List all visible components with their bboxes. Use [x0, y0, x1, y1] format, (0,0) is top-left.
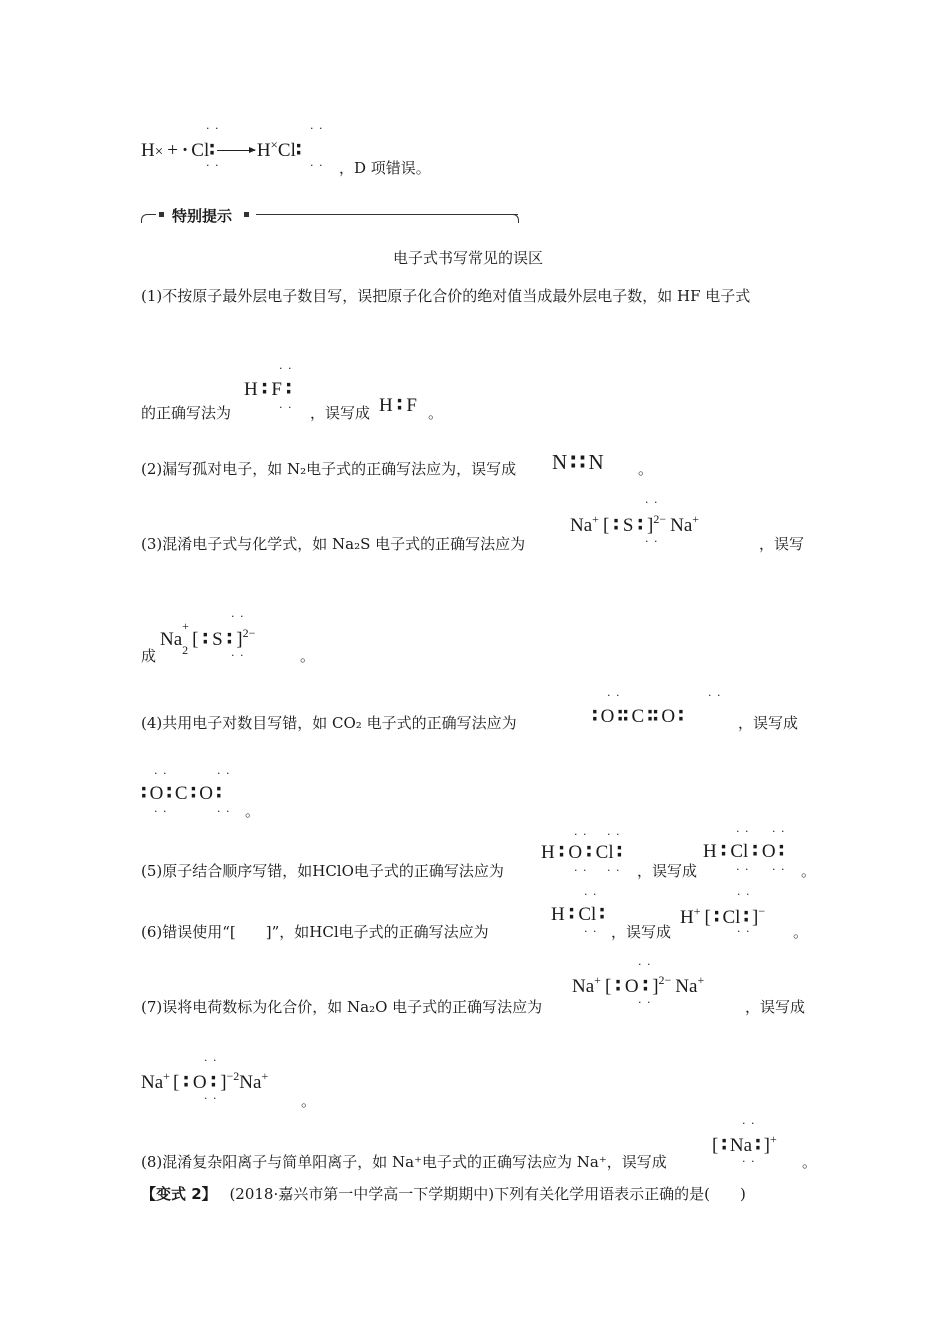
na2o-dots-bottom: · · — [638, 996, 652, 1009]
tip-title: 特别提示 — [172, 207, 233, 225]
hf-dots-bottom: · · — [279, 401, 293, 414]
item-2-end: 。 — [638, 460, 654, 478]
dots-hcl-bottom: · · — [310, 159, 324, 172]
hcl-wrong-dots-bottom: · · — [737, 925, 751, 938]
na2o-wrong-dots-top: · · — [204, 1054, 218, 1067]
co2-dots-top-right: · · — [708, 689, 722, 702]
item-7-end: 。 — [301, 1092, 317, 1110]
tip-dash — [148, 214, 156, 215]
hclo-wrong-dots-bot-o: · · — [772, 863, 786, 876]
hclo-wrong: H ∶ Cl ∶ O ∶ — [703, 840, 785, 862]
variant-text: (2018·嘉兴市第一中学高一下学期期中)下列有关化学用语表示正确的是( ) — [229, 1185, 746, 1203]
hcl-wrong-dots-top: · · — [737, 888, 751, 901]
na-ion-wrong: [ ∶ Na ∶ ]+ — [712, 1132, 777, 1156]
hclo-correct: H ∶ O ∶ Cl ∶ — [541, 841, 623, 863]
na-ion-dots-bottom: · · — [742, 1155, 756, 1168]
hcl-correct: H ∶ Cl ∶ — [551, 903, 605, 925]
co2-wrong-dots-tr: · · — [217, 767, 231, 780]
na2s-dots-top: · · — [645, 496, 659, 509]
item-6-pre: (6)错误使用“[ ]”，如HCl电子式的正确写法应为 — [141, 923, 489, 941]
hclo-dots-bot-o: · · — [574, 864, 588, 877]
hf-wrong: H ∶ F — [379, 394, 417, 416]
hclo-dots-top-cl: · · — [607, 828, 621, 841]
d-option-wrong: ，D 项错误。 — [339, 159, 431, 177]
hclo-wrong-dots-top-o: · · — [772, 825, 786, 838]
item-5-mid: ，误写成 — [637, 862, 698, 880]
na2o-dots-top: · · — [638, 958, 652, 971]
tip-frame-right — [511, 214, 519, 223]
hclo-dots-top-o: · · — [574, 828, 588, 841]
hcl-wrong: H+ [ ∶ Cl ∶ ]− — [680, 904, 766, 928]
dots-hcl-top: · · — [310, 122, 324, 135]
hcl-dots-bottom: · · — [584, 925, 598, 938]
hclo-wrong-dots-top-cl: · · — [736, 825, 750, 838]
na2o-wrong: Na+ [ ∶ O ∶ ]$^{-2}$Na+ — [141, 1069, 269, 1093]
item-4-end: 。 — [245, 802, 261, 820]
item-2-pre: (2)漏写孤对电子，如 N₂电子式的正确写法应为，误写成 — [141, 460, 517, 478]
hf-dots-top: · · — [279, 362, 293, 375]
variant-2 — [141, 1183, 746, 1204]
item-1-line1: (1)不按原子最外层电子数目写，误把原子化合价的绝对值当成最外层电子数，如 HF 电子式 — [141, 287, 751, 305]
item-3-end: 。 — [300, 647, 316, 665]
na2o-wrong-dots-bottom: · · — [204, 1092, 218, 1105]
tip-rule — [256, 214, 518, 215]
hcl-dots-top: · · — [584, 888, 598, 901]
item-3-mid: ，误写 — [759, 535, 805, 553]
hf-correct: H ∶ F ∶ — [244, 378, 292, 400]
item-5-pre: (5)原子结合顺序写错，如HClO电子式的正确写法应为 — [141, 862, 504, 880]
hclo-wrong-dots-bot-cl: · · — [736, 863, 750, 876]
item-1-mid: ，误写成 — [310, 404, 371, 422]
tip-square-right — [244, 212, 249, 217]
item-3-cont: 成 — [141, 647, 157, 665]
item-6-end: 。 — [793, 923, 809, 941]
variant-label: 【变式 2】 — [141, 1185, 217, 1203]
co2-wrong-dots-bl: · · — [154, 805, 168, 818]
co2-dots-top-left: · · — [607, 689, 621, 702]
na2o-correct: Na+ [ ∶ O ∶ ]$^{2-}$ Na+ — [572, 973, 705, 997]
tip-frame-left — [141, 214, 149, 223]
dots-cl-top: · · — [206, 122, 220, 135]
tip-heading: 电子式书写常见的误区 — [393, 249, 544, 267]
item-7-pre: (7)误将电荷数标为化合价，如 Na₂O 电子式的正确写法应为 — [141, 998, 543, 1016]
item-1-pre: 的正确写法为 — [141, 404, 232, 422]
na2s-wrong: Na + $_2$ [ ∶ S ∶ ]$^{2-}$ — [160, 619, 256, 657]
n2-wrong: N ∶ ∶ N — [552, 450, 604, 474]
item-6-mid: ，误写成 — [611, 923, 672, 941]
dots-cl-bottom: · · — [206, 159, 220, 172]
item-3-pre: (3)混淆电子式与化学式，如 Na₂S 电子式的正确写法应为 — [141, 535, 526, 553]
na2s-correct: Na+ [ ∶ S ∶ ]$^{2-}$ Na+ — [570, 512, 700, 536]
na2s-wrong-dots-top: · · — [231, 610, 245, 623]
reaction-line: H× + · Cl∶ H×Cl∶ — [141, 137, 302, 161]
reaction-arrow — [217, 150, 255, 151]
tip-square-left — [159, 212, 164, 217]
na2s-wrong-dots-bottom: · · — [231, 649, 245, 662]
item-7-mid: ，误写成 — [745, 998, 806, 1016]
co2-correct: ∶ O ∶∶ C ∶∶ O ∶ — [592, 705, 684, 727]
co2-wrong-dots-tl: · · — [154, 767, 168, 780]
co2-wrong-dots-br: · · — [217, 805, 231, 818]
item-4-pre: (4)共用电子对数目写错，如 CO₂ 电子式的正确写法应为 — [141, 714, 517, 732]
na-ion-dots-top: · · — [742, 1117, 756, 1130]
item-8-end: 。 — [802, 1153, 818, 1171]
na2s-dots-bottom: · · — [645, 535, 659, 548]
item-8-pre: (8)混淆复杂阳离子与简单阳离子，如 Na⁺电子式的正确写法应为 Na⁺，误写成 — [141, 1153, 667, 1171]
item-4-mid: ，误写成 — [738, 714, 799, 732]
item-5-end: 。 — [801, 862, 817, 880]
item-1-end: 。 — [428, 404, 444, 422]
hclo-dots-bot-cl: · · — [607, 864, 621, 877]
co2-wrong: ∶ O ∶ C ∶ O ∶ — [141, 782, 222, 804]
